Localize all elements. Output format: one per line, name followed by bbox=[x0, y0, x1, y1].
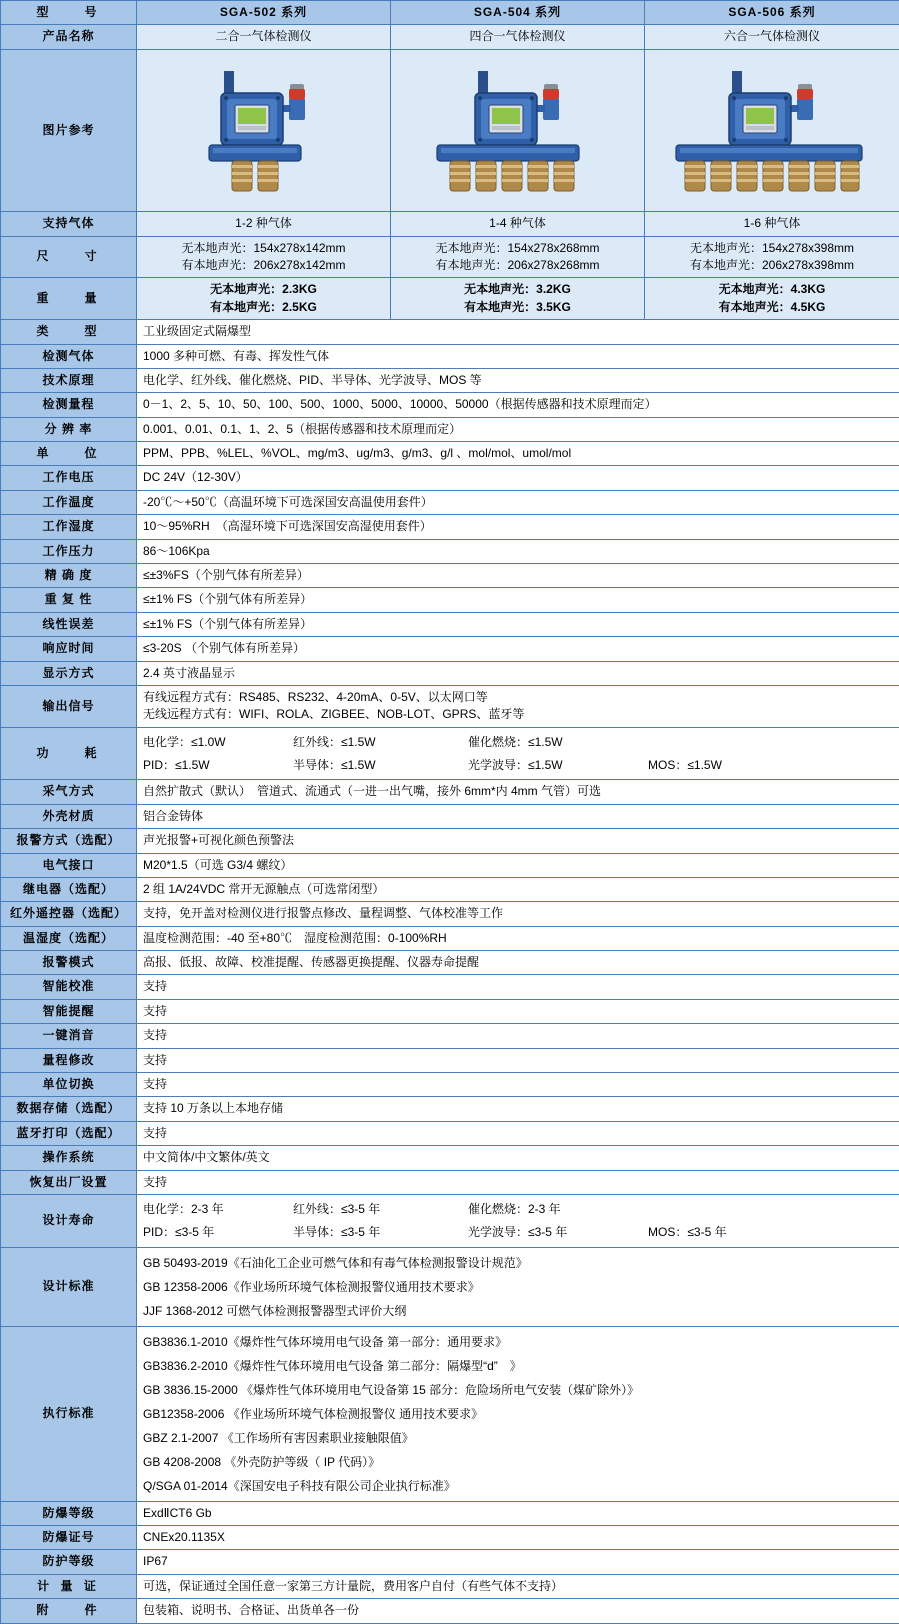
table-row-work-temp bbox=[1, 490, 899, 514]
table-row-factory-reset bbox=[1, 1170, 899, 1194]
size-504-line2: 有本地声光：206x278x268mm bbox=[397, 257, 638, 274]
table-row-ip-rating bbox=[1, 1550, 899, 1574]
row-label-ip-rating: 防护等级 bbox=[1, 1550, 137, 1574]
table-row-smart-calibration bbox=[1, 975, 899, 999]
row-label-housing: 外壳材质 bbox=[1, 804, 137, 828]
life-optical-waveguide: 光学波导：≤3-5 年 bbox=[468, 1221, 648, 1244]
table-row-resolution bbox=[1, 417, 899, 441]
row-label-electrical-interface: 电气接口 bbox=[1, 853, 137, 877]
row-value-work-humidity: 10～95%RH （高湿环境下可选深国安高湿使用套件） bbox=[137, 515, 899, 539]
weight-506 bbox=[645, 278, 899, 320]
power-mos: MOS：≤1.5W bbox=[648, 754, 798, 777]
row-label-accuracy: 精 确 度 bbox=[1, 564, 137, 588]
row-label-weight: 重 量 bbox=[1, 278, 137, 320]
output-line-wired: 有线远程方式有：RS485、RS232、4-20mA、0-5V、以太网口等 bbox=[143, 689, 893, 706]
design-std-line-1: GB 50493-2019《石油化工企业可燃气体和有毒气体检测报警设计规范》 bbox=[143, 1251, 893, 1275]
exec-std-line-5: GBZ 2.1-2007 《工作场所有害因素职业接触限值》 bbox=[143, 1426, 893, 1450]
row-label-data-storage: 数据存储（选配） bbox=[1, 1097, 137, 1121]
row-value-accessories: 包装箱、说明书、合格证、出货单各一份 bbox=[137, 1599, 899, 1623]
row-value-response-time: ≤3-20S （个别气体有所差异） bbox=[137, 637, 899, 661]
size-502-line2: 有本地声光：206x278x142mm bbox=[143, 257, 384, 274]
row-value-voltage: DC 24V（12-30V） bbox=[137, 466, 899, 490]
row-label-design-standard: 设计标准 bbox=[1, 1247, 137, 1326]
weight-504 bbox=[391, 278, 645, 320]
table-row-unit-switch bbox=[1, 1073, 899, 1097]
size-504 bbox=[391, 236, 645, 278]
row-label-voltage: 工作电压 bbox=[1, 466, 137, 490]
life-blank-1 bbox=[648, 1198, 798, 1221]
row-label-image: 图片参考 bbox=[1, 49, 137, 211]
design-std-line-2: GB 12358-2006《作业场所环境气体检测报警仪通用技术要求》 bbox=[143, 1275, 893, 1299]
table-row-work-humidity bbox=[1, 515, 899, 539]
table-row-range bbox=[1, 393, 899, 417]
row-label-ex-rating: 防爆等级 bbox=[1, 1501, 137, 1525]
table-row-detect-gas bbox=[1, 344, 899, 368]
row-label-alarm-modes: 报警模式 bbox=[1, 951, 137, 975]
power-pid: PID：≤1.5W bbox=[143, 754, 293, 777]
row-label-repeatability: 重 复 性 bbox=[1, 588, 137, 612]
power-blank-1 bbox=[648, 731, 798, 754]
table-row-ir-remote bbox=[1, 902, 899, 926]
row-value-data-storage: 支持 10 万条以上本地存储 bbox=[137, 1097, 899, 1121]
table-row-type bbox=[1, 320, 899, 344]
row-value-ex-rating: ExdⅡCT6 Gb bbox=[137, 1501, 899, 1525]
table-row-accessories bbox=[1, 1599, 899, 1623]
sensor-probes bbox=[685, 161, 859, 191]
row-label-output-signal: 输出信号 bbox=[1, 685, 137, 727]
exec-std-line-3: GB 3836.15-2000 《爆炸性气体环境用电气设备第 15 部分：危险场所电气安装（煤矿除外）》 bbox=[143, 1378, 893, 1402]
table-row-accuracy bbox=[1, 564, 899, 588]
weight-504-line1: 无本地声光：3.2KG bbox=[397, 281, 638, 298]
power-infrared: 红外线：≤1.5W bbox=[293, 731, 468, 754]
exec-std-line-7: Q/SGA 01-2014《深国安电子科技有限公司企业执行标准》 bbox=[143, 1474, 893, 1498]
exec-std-line-4: GB12358-2006 《作业场所环境气体检测报警仪 通用技术要求》 bbox=[143, 1402, 893, 1426]
row-value-accuracy: ≤±3%FS（个别气体有所差异） bbox=[137, 564, 899, 588]
row-label-work-pressure: 工作压力 bbox=[1, 539, 137, 563]
power-row-2 bbox=[143, 754, 893, 777]
row-label-smart-reminder: 智能提醒 bbox=[1, 999, 137, 1023]
product-name-504: 四合一气体检测仪 bbox=[391, 25, 645, 49]
table-row-smart-reminder bbox=[1, 999, 899, 1023]
row-value-work-temp: -20℃～+50℃（高温环境下可选深国安高温使用套件） bbox=[137, 490, 899, 514]
output-line-wireless: 无线远程方式有：WIFI、ROLA、ZIGBEE、NOB-LOT、GPRS、蓝牙等 bbox=[143, 706, 893, 723]
table-row-voltage bbox=[1, 466, 899, 490]
row-value-ip-rating: IP67 bbox=[137, 1550, 899, 1574]
power-electrochemical: 电化学：≤1.0W bbox=[143, 731, 293, 754]
row-value-smart-reminder: 支持 bbox=[137, 999, 899, 1023]
exec-std-line-1: GB3836.1-2010《爆炸性气体环境用电气设备 第一部分：通用要求》 bbox=[143, 1330, 893, 1354]
row-label-range-modify: 量程修改 bbox=[1, 1048, 137, 1072]
row-label-size: 尺 寸 bbox=[1, 236, 137, 278]
life-mos: MOS：≤3-5 年 bbox=[648, 1221, 798, 1244]
product-name-502: 二合一气体检测仪 bbox=[137, 25, 391, 49]
device-image-502 bbox=[137, 49, 391, 211]
row-label-os: 操作系统 bbox=[1, 1146, 137, 1170]
row-label-power: 功 耗 bbox=[1, 727, 137, 780]
life-row-2 bbox=[143, 1221, 893, 1244]
table-row-principle bbox=[1, 368, 899, 392]
row-value-principle: 电化学、红外线、催化燃烧、PID、半导体、光学波导、MOS 等 bbox=[137, 368, 899, 392]
table-row-housing bbox=[1, 804, 899, 828]
row-label-model: 型 号 bbox=[1, 1, 137, 25]
row-label-range: 检测量程 bbox=[1, 393, 137, 417]
row-value-exec-standard bbox=[137, 1326, 899, 1501]
row-value-one-key-mute: 支持 bbox=[137, 1024, 899, 1048]
product-name-506: 六合一气体检测仪 bbox=[645, 25, 899, 49]
power-row-1 bbox=[143, 731, 893, 754]
table-row-size bbox=[1, 236, 899, 278]
life-catalytic: 催化燃烧：2-3 年 bbox=[468, 1198, 648, 1221]
gas-detector-illustration-6in1 bbox=[652, 53, 892, 203]
table-row-ex-cert bbox=[1, 1525, 899, 1549]
table-row-one-key-mute bbox=[1, 1024, 899, 1048]
power-catalytic: 催化燃烧：≤1.5W bbox=[468, 731, 648, 754]
table-row-range-modify bbox=[1, 1048, 899, 1072]
row-label-type: 类 型 bbox=[1, 320, 137, 344]
life-pid: PID：≤3-5 年 bbox=[143, 1221, 293, 1244]
table-row-work-pressure bbox=[1, 539, 899, 563]
power-optical-waveguide: 光学波导：≤1.5W bbox=[468, 754, 648, 777]
size-506-line1: 无本地声光：154x278x398mm bbox=[651, 240, 893, 257]
row-value-repeatability: ≤±1% FS（个别气体有所差异） bbox=[137, 588, 899, 612]
row-label-linearity: 线性误差 bbox=[1, 612, 137, 636]
row-value-unit: PPM、PPB、%LEL、%VOL、mg/m3、ug/m3、g/m3、g/l 、mol/mol、umol/mol bbox=[137, 442, 899, 466]
weight-502-line1: 无本地声光：2.3KG bbox=[143, 281, 384, 298]
row-label-resolution: 分 辨 率 bbox=[1, 417, 137, 441]
row-label-support-gas: 支持气体 bbox=[1, 212, 137, 236]
row-value-display: 2.4 英寸液晶显示 bbox=[137, 661, 899, 685]
row-value-ir-remote: 支持，免开盖对检测仪进行报警点修改、量程调整、气体校准等工作 bbox=[137, 902, 899, 926]
size-504-line1: 无本地声光：154x278x268mm bbox=[397, 240, 638, 257]
row-value-unit-switch: 支持 bbox=[137, 1073, 899, 1097]
row-label-exec-standard: 执行标准 bbox=[1, 1326, 137, 1501]
row-label-unit: 单 位 bbox=[1, 442, 137, 466]
weight-502 bbox=[137, 278, 391, 320]
life-row-1 bbox=[143, 1198, 893, 1221]
row-value-ex-cert: CNEx20.1135X bbox=[137, 1525, 899, 1549]
sensor-probes bbox=[232, 161, 278, 191]
weight-506-line2: 有本地声光：4.5KG bbox=[651, 299, 893, 316]
table-row-design-standard bbox=[1, 1247, 899, 1326]
row-value-range: 0－1、2、5、10、50、100、500、1000、5000、10000、50000（根据传感器和技术原理而定） bbox=[137, 393, 899, 417]
table-row-weight bbox=[1, 278, 899, 320]
exec-std-line-6: GB 4208-2008 《外壳防护等级（ IP 代码）》 bbox=[143, 1450, 893, 1474]
table-row-ex-rating bbox=[1, 1501, 899, 1525]
size-502-line1: 无本地声光：154x278x142mm bbox=[143, 240, 384, 257]
gas-detector-illustration-2in1 bbox=[169, 53, 359, 203]
life-electrochemical: 电化学：2-3 年 bbox=[143, 1198, 293, 1221]
table-row-display bbox=[1, 661, 899, 685]
size-506-line2: 有本地声光：206x278x398mm bbox=[651, 257, 893, 274]
table-row-metering-cert bbox=[1, 1574, 899, 1598]
row-value-temp-humidity: 温度检测范围：-40 至+80℃ 湿度检测范围：0-100%RH bbox=[137, 926, 899, 950]
row-value-output-signal bbox=[137, 685, 899, 727]
row-value-housing: 铝合金铸体 bbox=[137, 804, 899, 828]
row-value-range-modify: 支持 bbox=[137, 1048, 899, 1072]
row-value-alarm-mode-optional: 声光报警+可视化颜色预警法 bbox=[137, 829, 899, 853]
size-502 bbox=[137, 236, 391, 278]
life-semiconductor: 半导体：≤3-5 年 bbox=[293, 1221, 468, 1244]
row-label-ir-remote: 红外遥控器（选配） bbox=[1, 902, 137, 926]
support-gas-502: 1-2 种气体 bbox=[137, 212, 391, 236]
row-value-smart-calibration: 支持 bbox=[137, 975, 899, 999]
table-row-exec-standard bbox=[1, 1326, 899, 1501]
weight-506-line1: 无本地声光：4.3KG bbox=[651, 281, 893, 298]
support-gas-504: 1-4 种气体 bbox=[391, 212, 645, 236]
table-row-product-name bbox=[1, 25, 899, 49]
table-row-linearity bbox=[1, 612, 899, 636]
row-label-work-humidity: 工作湿度 bbox=[1, 515, 137, 539]
model-506: SGA-506 系列 bbox=[645, 1, 899, 25]
table-row-alarm-mode-optional bbox=[1, 829, 899, 853]
weight-502-line2: 有本地声光：2.5KG bbox=[143, 299, 384, 316]
life-infrared: 红外线：≤3-5 年 bbox=[293, 1198, 468, 1221]
row-value-factory-reset: 支持 bbox=[137, 1170, 899, 1194]
table-row-output-signal bbox=[1, 685, 899, 727]
row-label-bluetooth-print: 蓝牙打印（选配） bbox=[1, 1121, 137, 1145]
model-502: SGA-502 系列 bbox=[137, 1, 391, 25]
row-label-response-time: 响应时间 bbox=[1, 637, 137, 661]
device-image-504 bbox=[391, 49, 645, 211]
row-label-work-temp: 工作温度 bbox=[1, 490, 137, 514]
detector-svg-4 bbox=[403, 53, 633, 203]
row-label-temp-humidity: 温湿度（选配） bbox=[1, 926, 137, 950]
row-label-metering-cert: 计 量 证 bbox=[1, 1574, 137, 1598]
table-row-model bbox=[1, 1, 899, 25]
table-row-os bbox=[1, 1146, 899, 1170]
row-label-relay: 继电器（选配） bbox=[1, 877, 137, 901]
row-label-principle: 技术原理 bbox=[1, 368, 137, 392]
model-504: SGA-504 系列 bbox=[391, 1, 645, 25]
row-value-os: 中文简体/中文繁体/英文 bbox=[137, 1146, 899, 1170]
design-std-line-3: JJF 1368-2012 可燃气体检测报警器型式评价大纲 bbox=[143, 1299, 893, 1323]
row-value-relay: 2 组 1A/24VDC 常开无源触点（可选常闭型） bbox=[137, 877, 899, 901]
row-value-power bbox=[137, 727, 899, 780]
row-value-metering-cert: 可选，保证通过全国任意一家第三方计量院，费用客户自付（有些气体不支持） bbox=[137, 1574, 899, 1598]
row-label-smart-calibration: 智能校准 bbox=[1, 975, 137, 999]
exec-std-line-2: GB3836.2-2010《爆炸性气体环境用电气设备 第二部分：隔爆型“d” 》 bbox=[143, 1354, 893, 1378]
detector-svg-2 bbox=[169, 53, 359, 203]
table-row-image bbox=[1, 49, 899, 211]
row-label-accessories: 附 件 bbox=[1, 1599, 137, 1623]
detector-svg-6 bbox=[652, 53, 892, 203]
row-value-design-standard bbox=[137, 1247, 899, 1326]
table-row-electrical-interface bbox=[1, 853, 899, 877]
sensor-probes bbox=[450, 161, 574, 191]
table-row-temp-humidity bbox=[1, 926, 899, 950]
size-506 bbox=[645, 236, 899, 278]
row-label-product-name: 产品名称 bbox=[1, 25, 137, 49]
weight-504-line2: 有本地声光：3.5KG bbox=[397, 299, 638, 316]
power-semiconductor: 半导体：≤1.5W bbox=[293, 754, 468, 777]
row-label-alarm-mode-optional: 报警方式（选配） bbox=[1, 829, 137, 853]
device-image-506 bbox=[645, 49, 899, 211]
table-row-design-life bbox=[1, 1195, 899, 1248]
row-label-one-key-mute: 一键消音 bbox=[1, 1024, 137, 1048]
support-gas-506: 1-6 种气体 bbox=[645, 212, 899, 236]
row-value-bluetooth-print: 支持 bbox=[137, 1121, 899, 1145]
row-label-ex-cert: 防爆证号 bbox=[1, 1525, 137, 1549]
row-label-unit-switch: 单位切换 bbox=[1, 1073, 137, 1097]
table-row-power bbox=[1, 727, 899, 780]
row-label-design-life: 设计寿命 bbox=[1, 1195, 137, 1248]
row-value-resolution: 0.001、0.01、0.1、1、2、5（根据传感器和技术原理而定） bbox=[137, 417, 899, 441]
table-row-unit bbox=[1, 442, 899, 466]
row-label-sampling: 采气方式 bbox=[1, 780, 137, 804]
table-row-response-time bbox=[1, 637, 899, 661]
row-value-alarm-modes: 高报、低报、故障、校准提醒、传感器更换提醒、仪器寿命提醒 bbox=[137, 951, 899, 975]
row-value-detect-gas: 1000 多种可燃、有毒、挥发性气体 bbox=[137, 344, 899, 368]
row-value-work-pressure: 86～106Kpa bbox=[137, 539, 899, 563]
table-row-relay bbox=[1, 877, 899, 901]
table-row-alarm-modes bbox=[1, 951, 899, 975]
row-label-display: 显示方式 bbox=[1, 661, 137, 685]
table-row-support-gas bbox=[1, 212, 899, 236]
table-row-bluetooth-print bbox=[1, 1121, 899, 1145]
gas-detector-illustration-4in1 bbox=[403, 53, 633, 203]
row-value-sampling: 自然扩散式（默认） 管道式、流通式（一进一出气嘴，接外 6mm*内 4mm 气管）可选 bbox=[137, 780, 899, 804]
row-value-design-life bbox=[137, 1195, 899, 1248]
row-label-detect-gas: 检测气体 bbox=[1, 344, 137, 368]
table-row-sampling bbox=[1, 780, 899, 804]
row-value-electrical-interface: M20*1.5（可选 G3/4 螺纹） bbox=[137, 853, 899, 877]
table-row-repeatability bbox=[1, 588, 899, 612]
row-value-linearity: ≤±1% FS（个别气体有所差异） bbox=[137, 612, 899, 636]
row-label-factory-reset: 恢复出厂设置 bbox=[1, 1170, 137, 1194]
row-value-type: 工业级固定式隔爆型 bbox=[137, 320, 899, 344]
table-row-data-storage bbox=[1, 1097, 899, 1121]
